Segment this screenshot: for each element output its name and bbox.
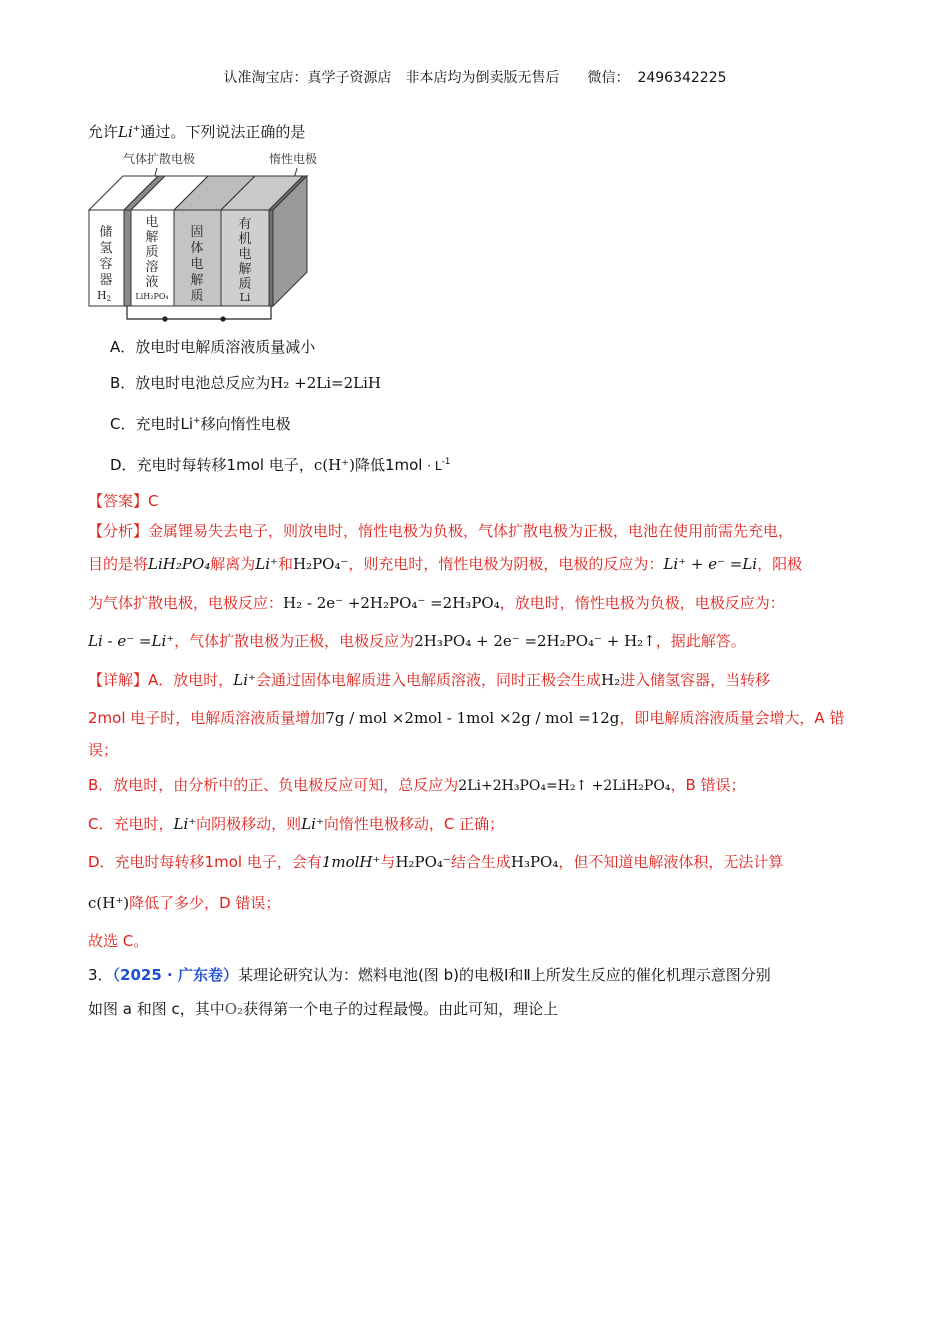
svg-text:固: 固 xyxy=(190,225,204,240)
detail-line-3: 误； xyxy=(88,741,119,759)
svg-text:解: 解 xyxy=(238,262,252,277)
analysis-line-4: Li - e⁻ =Li⁺，气体扩散电极为正极，电极反应为2H₃PO₄ + 2e⁻ =2H₂PO₄⁻ + H₂↑，据此解答。 xyxy=(88,632,746,650)
svg-text:Li: Li xyxy=(239,291,251,304)
label-inert-electrode: 惰性电极 xyxy=(269,152,318,166)
answer: 【答案】C xyxy=(88,492,159,510)
header-text: 认准淘宝店：真学子资源店 非本店均为倒卖版无售后 微信： xyxy=(223,70,630,86)
svg-text:电: 电 xyxy=(190,257,204,272)
page-header xyxy=(0,68,950,88)
svg-text:H2: H2 xyxy=(96,289,112,303)
question-intro: 允许Li+通过。下列说法正确的是 xyxy=(88,123,306,141)
analysis-line-3: 为气体扩散电极，电极反应：H₂ - 2e⁻ +2H₂PO₄⁻ =2H₃PO₄，放电时，惰性电极为负极，电极反应为： xyxy=(88,594,785,612)
detail-line-1: 【详解】A．放电时，Li⁺会通过固体电解质进入电解质溶液，同时正极会生成H₂进入储氢容器，当转移 xyxy=(88,671,771,689)
svg-text:解: 解 xyxy=(190,273,204,288)
detail-line-2: 2mol 电子时，电解质溶液质量增加7g / mol ×2mol - 1mol ×2g / mol =12g，即电解质溶液质量会增大，A 错 xyxy=(88,709,845,727)
svg-text:质: 质 xyxy=(145,245,159,260)
svg-text:液: 液 xyxy=(145,275,159,290)
header-wechat: 2496342225 xyxy=(637,70,727,86)
question-3-line-2: 如图 a 和图 c，其中O₂获得第一个电子的过程最慢。由此可知，理论上 xyxy=(88,1000,559,1018)
svg-text:氢: 氢 xyxy=(99,241,113,256)
svg-text:体: 体 xyxy=(190,241,204,256)
svg-text:容: 容 xyxy=(99,257,113,272)
svg-text:溶: 溶 xyxy=(145,260,159,275)
option-c: C．充电时Li+移向惰性电极 xyxy=(110,415,291,433)
option-d: D．充电时每转移1mol 电子，c(H⁺)降低$1mol \cdot L^{-1}$ xyxy=(110,456,451,474)
option-b: B．放电时电池总反应为H₂ +2Li=2LiH xyxy=(110,374,381,392)
svg-text:机: 机 xyxy=(238,232,252,247)
analysis-line-1: 【分析】金属锂易失去电子，则放电时，惰性电极为负极，气体扩散电极为正极，电池在使用前需先充电， xyxy=(88,522,794,540)
analysis-line-2: 目的是将LiH₂PO₄解离为Li⁺和H₂PO₄⁻，则充电时，惰性电极为阴极，电极的反应为：Li⁺ + e⁻ =Li，阳极 xyxy=(88,555,803,573)
svg-text:质: 质 xyxy=(238,277,252,292)
svg-text:LiH₂PO₄: LiH₂PO₄ xyxy=(135,292,169,301)
question-3-line-1: 3．（2025 · 广东卷）某理论研究认为：燃料电池(图 b)的电极Ⅰ和Ⅱ上所发生反应的催化机理示意图分别 xyxy=(88,966,771,984)
svg-text:解: 解 xyxy=(145,230,159,245)
svg-text:有: 有 xyxy=(238,217,252,232)
svg-text:器: 器 xyxy=(99,273,113,288)
svg-text:储: 储 xyxy=(99,225,113,240)
detail-b: B．放电时，由分析中的正、负电极反应可知，总反应为2Li+2H₃PO₄=H₂↑ +2LiH₂PO₄，B 错误； xyxy=(88,776,746,794)
conclusion: 故选 C。 xyxy=(88,932,149,950)
detail-d: D．充电时每转移1mol 电子，会有1molH⁺与H₂PO₄⁻结合生成H₃PO₄，但不知道电解液体积，无法计算 xyxy=(88,853,784,871)
label-gas-electrode: 气体扩散电极 xyxy=(123,152,196,166)
battery-diagram xyxy=(85,146,345,332)
detail-c: C．充电时，Li⁺向阴极移动，则Li⁺向惰性电极移动，C 正确； xyxy=(88,815,505,833)
svg-text:电: 电 xyxy=(145,215,159,230)
svg-text:质: 质 xyxy=(190,289,204,304)
detail-d-2: c(H⁺)降低了多少，D 错误； xyxy=(88,894,281,912)
svg-text:电: 电 xyxy=(238,247,252,262)
option-a: A．放电时电解质溶液质量减小 xyxy=(110,338,316,356)
